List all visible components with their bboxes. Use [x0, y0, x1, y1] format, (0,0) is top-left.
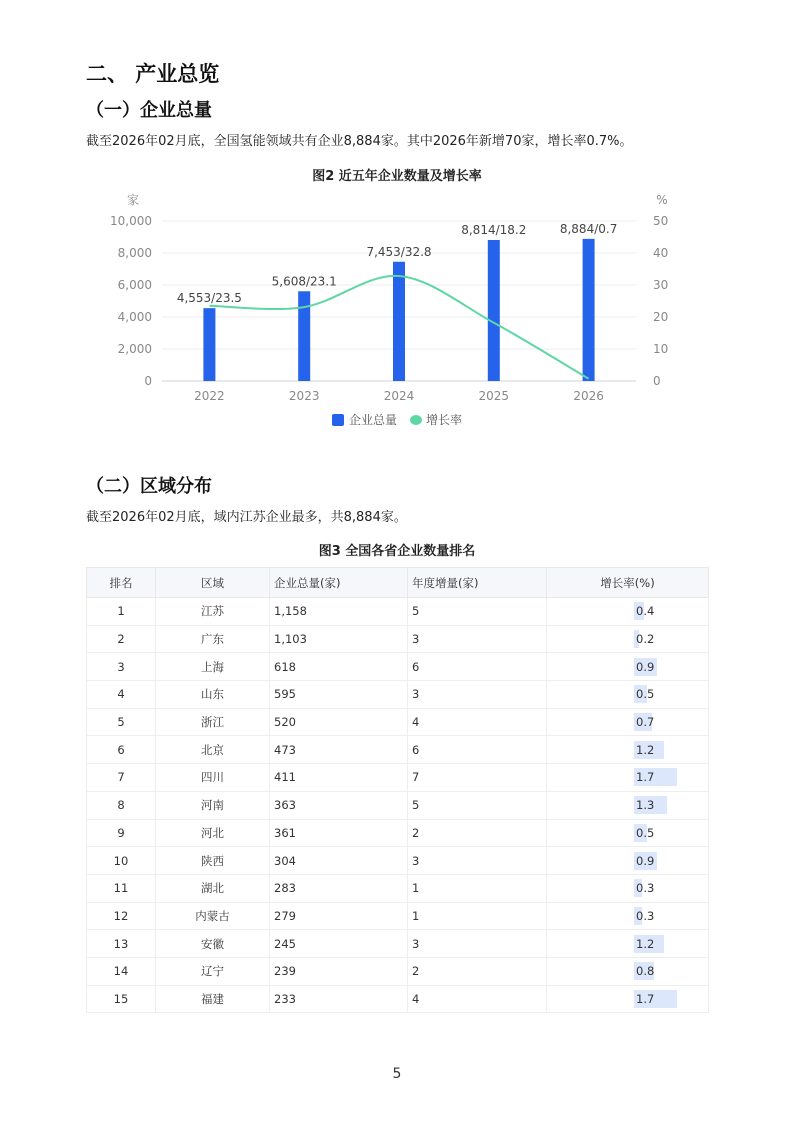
cell-rate [547, 625, 709, 653]
bar-2025 [488, 240, 500, 381]
x-tick-label: 2023 [288, 389, 320, 403]
cell-rank: 1 [87, 598, 156, 626]
cell-total: 411 [270, 764, 408, 792]
table-row [87, 625, 709, 653]
cell-rank: 6 [87, 736, 156, 764]
cell-region: 福建 [156, 985, 270, 1013]
y-left-tick-label: 0 [144, 374, 152, 388]
cell-total: 618 [270, 653, 408, 681]
y-right-tick-label: 10 [653, 342, 669, 356]
header-total: 企业总量(家) [270, 568, 408, 598]
cell-increase: 4 [408, 708, 547, 736]
cell-region: 广东 [156, 625, 270, 653]
cell-total: 245 [270, 930, 408, 958]
rate-value: 0.2 [636, 632, 655, 647]
cell-total: 304 [270, 847, 408, 875]
cell-rank: 14 [87, 957, 156, 985]
rate-value: 0.3 [636, 908, 655, 923]
bar-2024 [393, 262, 405, 381]
y-left-tick-label: 10,000 [110, 214, 152, 228]
table-row [87, 957, 709, 985]
cell-region: 陕西 [156, 847, 270, 875]
cell-increase: 1 [408, 874, 547, 902]
cell-region: 河南 [156, 791, 270, 819]
bar-2026 [583, 239, 595, 381]
y-right-tick-label: 40 [653, 246, 669, 260]
table-row [87, 791, 709, 819]
table-row [87, 847, 709, 875]
cell-region: 内蒙古 [156, 902, 270, 930]
subsection-title-region: （二）区域分布 [86, 476, 212, 497]
cell-rank: 5 [87, 708, 156, 736]
data-label-2025: 8,814/18.2 [461, 222, 527, 237]
cell-total: 1,158 [270, 598, 408, 626]
table-row [87, 708, 709, 736]
cell-increase: 2 [408, 957, 547, 985]
cell-region: 四川 [156, 764, 270, 792]
cell-rank: 9 [87, 819, 156, 847]
cell-rate [547, 708, 709, 736]
chart-bars [203, 239, 594, 381]
cell-region: 安徽 [156, 930, 270, 958]
rate-value: 0.9 [636, 659, 655, 674]
cell-increase: 3 [408, 930, 547, 958]
paragraph-region: 截至2026年02月底，域内江苏企业最多，共8,884家。 [86, 510, 407, 525]
rate-value: 0.9 [636, 853, 655, 868]
cell-rank: 7 [87, 764, 156, 792]
cell-total: 363 [270, 791, 408, 819]
cell-rank: 2 [87, 625, 156, 653]
header-region: 区域 [156, 568, 270, 598]
rate-value: 1.2 [636, 742, 655, 757]
cell-increase: 6 [408, 653, 547, 681]
figure-3-title: 图3 全国各省企业数量排名 [318, 544, 476, 559]
y-left-tick-label: 6,000 [117, 278, 152, 292]
cell-region: 上海 [156, 653, 270, 681]
rate-value: 0.8 [636, 964, 655, 979]
cell-rank: 11 [87, 874, 156, 902]
cell-rate [547, 819, 709, 847]
cell-rate [547, 764, 709, 792]
rate-value: 0.5 [636, 825, 655, 840]
legend-swatch-total [332, 414, 344, 426]
header-rank: 排名 [87, 568, 156, 598]
rate-value: 1.3 [636, 798, 655, 813]
table-row [87, 764, 709, 792]
x-tick-label: 2024 [383, 389, 415, 403]
table-row [87, 681, 709, 709]
cell-region: 江苏 [156, 598, 270, 626]
cell-total: 595 [270, 681, 408, 709]
cell-increase: 7 [408, 764, 547, 792]
cell-region: 山东 [156, 681, 270, 709]
cell-rank: 4 [87, 681, 156, 709]
figure-2-title: 图2 近五年企业数量及增长率 [312, 169, 482, 184]
cell-region: 北京 [156, 736, 270, 764]
cell-region: 辽宁 [156, 957, 270, 985]
bar-2022 [203, 308, 215, 381]
province-ranking-table [86, 567, 709, 1013]
legend-label-rate: 增长率 [426, 413, 463, 427]
cell-total: 1,103 [270, 625, 408, 653]
cell-region: 河北 [156, 819, 270, 847]
cell-rate [547, 930, 709, 958]
left-axis-unit: 家 [126, 193, 140, 207]
cell-rank: 10 [87, 847, 156, 875]
data-label-2026: 8,884/0.7 [559, 221, 618, 236]
table-row [87, 598, 709, 626]
y-left-tick-label: 8,000 [117, 246, 152, 260]
rate-value: 1.2 [636, 936, 655, 951]
cell-total: 239 [270, 957, 408, 985]
cell-increase: 3 [408, 625, 547, 653]
right-axis-unit: % [656, 193, 668, 207]
rate-value: 1.7 [636, 770, 655, 785]
x-tick-label: 2026 [573, 389, 604, 403]
cell-increase: 4 [408, 985, 547, 1013]
header-rate: 增长率(%) [547, 568, 709, 598]
table-row [87, 930, 709, 958]
cell-rate [547, 985, 709, 1013]
rate-value: 1.7 [636, 991, 655, 1006]
cell-rate [547, 736, 709, 764]
bar-2023 [298, 291, 310, 381]
cell-rate [547, 902, 709, 930]
table-row [87, 736, 709, 764]
cell-rank: 15 [87, 985, 156, 1013]
rate-value: 0.7 [636, 715, 655, 730]
cell-total: 279 [270, 902, 408, 930]
page-number: 5 [392, 1066, 402, 1082]
cell-total: 520 [270, 708, 408, 736]
rate-value: 0.5 [636, 687, 655, 702]
cell-total: 361 [270, 819, 408, 847]
y-left-tick-label: 4,000 [117, 310, 152, 324]
cell-region: 湖北 [156, 874, 270, 902]
table-row [87, 653, 709, 681]
cell-rank: 13 [87, 930, 156, 958]
cell-increase: 2 [408, 819, 547, 847]
data-label-2022: 4,553/23.5 [176, 291, 242, 306]
table-row [87, 985, 709, 1013]
cell-rank: 12 [87, 902, 156, 930]
cell-total: 283 [270, 874, 408, 902]
y-left-tick-label: 2,000 [117, 342, 152, 356]
cell-increase: 3 [408, 847, 547, 875]
y-right-tick-label: 20 [653, 310, 669, 324]
cell-rank: 8 [87, 791, 156, 819]
cell-increase: 6 [408, 736, 547, 764]
legend-label-total: 企业总量 [349, 413, 398, 427]
x-tick-label: 2025 [478, 389, 510, 403]
cell-rate [547, 598, 709, 626]
cell-rate [547, 791, 709, 819]
table-row [87, 819, 709, 847]
x-tick-label: 2022 [194, 389, 225, 403]
table-row [87, 874, 709, 902]
cell-total: 233 [270, 985, 408, 1013]
data-label-2023: 5,608/23.1 [271, 274, 337, 289]
section-title: 二、 产业总览 [86, 62, 220, 86]
cell-rate [547, 847, 709, 875]
paragraph-total: 截至2026年02月底，全国氢能领域共有企业8,884家。其中2026年新增70家，增长率0.7%。 [86, 134, 633, 149]
cell-increase: 3 [408, 681, 547, 709]
table-header-row [87, 568, 709, 598]
cell-region: 浙江 [156, 708, 270, 736]
cell-increase: 5 [408, 598, 547, 626]
cell-rate [547, 653, 709, 681]
y-right-tick-label: 30 [653, 278, 669, 292]
chart-legend [332, 412, 462, 427]
cell-increase: 5 [408, 791, 547, 819]
cell-total: 473 [270, 736, 408, 764]
cell-rate [547, 874, 709, 902]
cell-rank: 3 [87, 653, 156, 681]
y-right-tick-label: 0 [653, 374, 661, 388]
company-count-chart [86, 188, 708, 438]
table-row [87, 902, 709, 930]
legend-swatch-rate [410, 415, 422, 425]
cell-rate [547, 957, 709, 985]
cell-rate [547, 681, 709, 709]
subsection-title-total: （一）企业总量 [86, 100, 212, 121]
rate-value: 0.3 [636, 881, 655, 896]
y-right-tick-label: 50 [653, 214, 669, 228]
rate-value: 0.4 [636, 604, 655, 619]
data-label-2024: 7,453/32.8 [366, 244, 432, 259]
cell-increase: 1 [408, 902, 547, 930]
header-increase: 年度增量(家) [408, 568, 547, 598]
